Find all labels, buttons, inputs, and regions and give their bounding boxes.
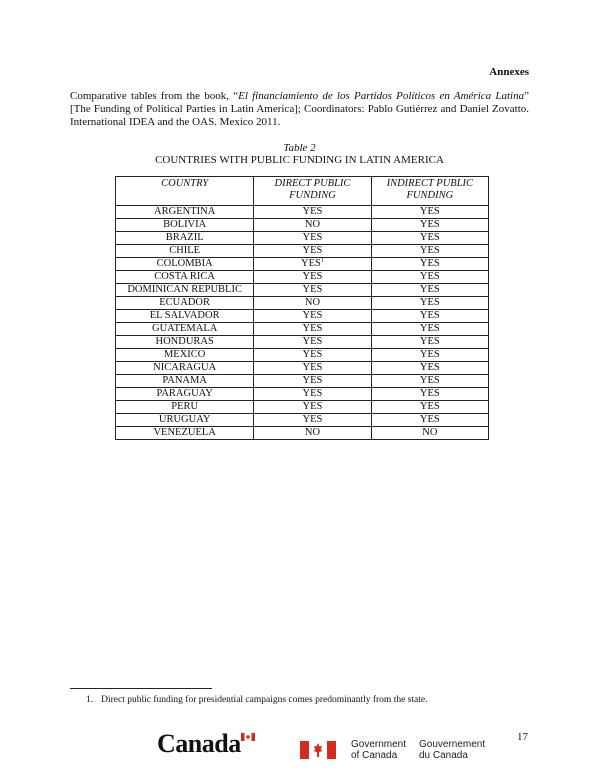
cell-country: MEXICO: [116, 349, 254, 362]
cell-direct: YES: [254, 414, 371, 427]
cell-country: PARAGUAY: [116, 388, 254, 401]
cell-indirect: YES: [371, 349, 488, 362]
table-row: [116, 349, 489, 362]
cell-country: PERU: [116, 401, 254, 414]
cell-indirect: YES: [371, 219, 488, 232]
cell-country: ECUADOR: [116, 297, 254, 310]
cell-direct: YES: [254, 232, 371, 245]
table-row: [116, 232, 489, 245]
cell-direct: YES: [254, 271, 371, 284]
cell-indirect: YES: [371, 401, 488, 414]
cell-indirect: YES: [371, 362, 488, 375]
canada-flag-icon: [300, 741, 336, 759]
cell-indirect: YES: [371, 336, 488, 349]
table-row: [116, 271, 489, 284]
cell-indirect: NO: [371, 427, 488, 440]
cell-indirect: YES: [371, 414, 488, 427]
cell-direct: NO: [254, 297, 371, 310]
cell-direct: YES: [254, 349, 371, 362]
intro-paragraph: [70, 90, 529, 129]
cell-direct: YES: [254, 362, 371, 375]
table-row: [116, 297, 489, 310]
cell-country: VENEZUELA: [116, 427, 254, 440]
government-of-canada-label: Government of Canada: [351, 739, 407, 761]
table-row: [116, 206, 489, 219]
cell-direct: NO: [254, 427, 371, 440]
cell-country: ARGENTINA: [116, 206, 254, 219]
cell-indirect: YES: [371, 388, 488, 401]
cell-country: CHILE: [116, 245, 254, 258]
table-row: [116, 375, 489, 388]
cell-direct: YES: [254, 310, 371, 323]
table-number: Table 2: [283, 142, 316, 154]
canada-wordmark: Canada: [157, 729, 241, 758]
header-indirect: INDIRECT PUBLIC FUNDING: [371, 177, 488, 206]
table-row: [116, 336, 489, 349]
page-number: 17: [517, 731, 528, 743]
header-direct: DIRECT PUBLIC FUNDING: [254, 177, 371, 206]
table-row: [116, 310, 489, 323]
cell-country: HONDURAS: [116, 336, 254, 349]
cell-direct: YES$^1$: [254, 258, 371, 271]
cell-country: BRAZIL: [116, 232, 254, 245]
cell-indirect: YES: [371, 232, 488, 245]
table-row: [116, 258, 489, 271]
section-header: Annexes: [489, 66, 529, 78]
book-title: El financiamiento de los Partidos Políticos en América Latina: [238, 90, 525, 102]
cell-direct: YES: [254, 401, 371, 414]
table-row: [116, 323, 489, 336]
table-row: [116, 284, 489, 297]
cell-indirect: YES: [371, 323, 488, 336]
cell-indirect: YES: [371, 245, 488, 258]
table-caption: [70, 142, 529, 166]
table-header-row: [116, 177, 489, 206]
cell-country: DOMINICAN REPUBLIC: [116, 284, 254, 297]
cell-direct: YES: [254, 206, 371, 219]
cell-indirect: YES: [371, 310, 488, 323]
cell-country: BOLIVIA: [116, 219, 254, 232]
table-row: [116, 362, 489, 375]
cell-direct: YES: [254, 336, 371, 349]
table-row: [116, 245, 489, 258]
cell-country: COLOMBIA: [116, 258, 254, 271]
table-row: [116, 219, 489, 232]
table-title: COUNTRIES WITH PUBLIC FUNDING IN LATIN AMERICA: [155, 154, 444, 166]
cell-country: COSTA RICA: [116, 271, 254, 284]
cell-country: PANAMA: [116, 375, 254, 388]
footnote-marker[interactable]: 1: [320, 258, 324, 264]
intro-lead: Comparative tables from the book, “: [70, 90, 239, 102]
cell-direct: YES: [254, 375, 371, 388]
table-row: [116, 414, 489, 427]
cell-direct: YES: [254, 284, 371, 297]
cell-indirect: YES: [371, 375, 488, 388]
footnote-number: 1.: [86, 695, 94, 705]
table-row: [116, 427, 489, 440]
cell-country: URUGUAY: [116, 414, 254, 427]
footnote: [86, 695, 427, 705]
cell-country: NICARAGUA: [116, 362, 254, 375]
footnote-text: Direct public funding for presidential campaigns comes predominantly from the state.: [101, 695, 428, 705]
cell-indirect: YES: [371, 297, 488, 310]
header-country: COUNTRY: [116, 177, 254, 206]
cell-direct: YES: [254, 245, 371, 258]
cell-indirect: YES: [371, 258, 488, 271]
table-row: [116, 388, 489, 401]
intro-rest: ” [The Funding of Political Parties in Latin America]; Coordinators: Pablo Gutiérrez and Daniel Zovatto. International IDEA and the OAS. Mexico 2011.: [70, 90, 529, 128]
cell-indirect: YES: [371, 271, 488, 284]
cell-country: EL SALVADOR: [116, 310, 254, 323]
funding-table: [115, 176, 489, 440]
cell-indirect: YES: [371, 206, 488, 219]
wordmark-flag-icon: [241, 733, 255, 741]
cell-direct: YES: [254, 323, 371, 336]
footnote-divider: [70, 688, 212, 689]
table-row: [116, 401, 489, 414]
cell-country: GUATEMALA: [116, 323, 254, 336]
cell-direct: NO: [254, 219, 371, 232]
cell-direct: YES: [254, 388, 371, 401]
gouvernement-du-canada-label: Gouvernement du Canada: [419, 739, 486, 761]
cell-indirect: YES: [371, 284, 488, 297]
